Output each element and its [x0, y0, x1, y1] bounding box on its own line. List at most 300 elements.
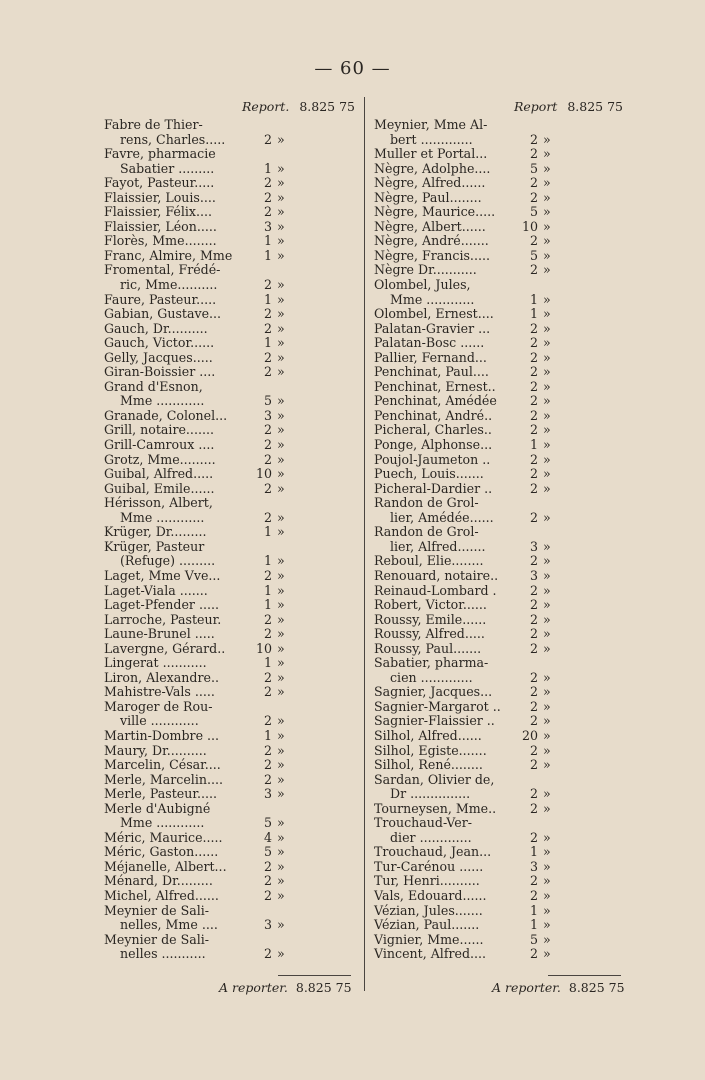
list-item — [374, 714, 624, 729]
list-item — [374, 613, 624, 628]
donation-amount: 2 — [263, 626, 272, 642]
list-item — [104, 554, 354, 569]
donor-name: Nègre Dr........... — [374, 262, 477, 278]
ditto-mark: » — [277, 946, 285, 962]
list-item — [374, 860, 624, 875]
ditto-mark: » — [543, 713, 551, 729]
donor-name: Grill-Camroux .... — [104, 437, 215, 453]
donor-name: Flaissier, Louis.... — [104, 189, 216, 205]
ditto-mark: » — [277, 204, 285, 220]
list-item — [104, 409, 354, 424]
list-item — [104, 147, 354, 162]
list-item — [104, 889, 354, 904]
list-item — [374, 671, 624, 686]
donor-name: Sabatier, pharma- — [374, 655, 489, 671]
donor-name: Grand d'Esnon, — [104, 378, 203, 394]
donor-name: Mme ............ — [120, 509, 205, 525]
donor-name: Picheral-Dardier .. — [374, 480, 493, 496]
donor-name: Tourneysen, Mme.. — [374, 800, 497, 816]
ditto-mark: » — [543, 698, 551, 714]
donor-name: Hérisson, Albert, — [104, 495, 213, 511]
donation-amount: 5 — [529, 160, 538, 176]
a-reporter-value: 8.825 75 — [295, 980, 352, 995]
donation-amount: 2 — [529, 757, 538, 773]
donor-name: Reboul, Elie........ — [374, 553, 484, 569]
list-item — [104, 773, 354, 788]
list-item — [374, 365, 624, 380]
ditto-mark: » — [277, 917, 285, 933]
donor-name: Liron, Alexandre.. — [104, 669, 219, 685]
donation-amount: 2 — [529, 873, 538, 889]
donation-amount: 2 — [529, 887, 538, 903]
donation-amount: 2 — [263, 684, 272, 700]
donor-name: Merle, Marcelin.... — [104, 771, 223, 787]
donor-name: Granade, Colonel... — [104, 407, 228, 423]
donor-name: Pallier, Fernand... — [374, 349, 487, 365]
donation-amount: 2 — [529, 669, 538, 685]
list-item — [374, 744, 624, 759]
ditto-mark: » — [277, 597, 285, 613]
donor-name: Mahistre-Vals ..... — [104, 684, 215, 700]
ditto-mark: » — [543, 306, 551, 322]
ditto-mark: » — [543, 597, 551, 613]
list-item — [104, 351, 354, 366]
list-item — [374, 394, 624, 409]
donor-name: Meynier de Sali- — [104, 902, 210, 918]
ditto-mark: » — [543, 204, 551, 220]
ditto-mark: » — [543, 247, 551, 263]
donor-name: Fayot, Pasteur..... — [104, 175, 215, 191]
donor-name: Penchinat, André.. — [374, 407, 493, 423]
donation-amount: 2 — [263, 175, 272, 191]
list-item — [374, 598, 624, 613]
donation-amount: 2 — [529, 742, 538, 758]
ditto-mark: » — [543, 160, 551, 176]
list-item — [374, 423, 624, 438]
ditto-mark: » — [543, 582, 551, 598]
donor-name: Penchinat, Amédée — [374, 393, 497, 409]
a-reporter-value: 8.825 75 — [568, 980, 625, 995]
donation-amount: 2 — [263, 873, 272, 889]
column-divider — [364, 97, 365, 991]
list-item — [374, 176, 624, 191]
list-item — [104, 860, 354, 875]
donor-name: Méric, Maurice..... — [104, 829, 223, 845]
ditto-mark: » — [543, 335, 551, 351]
list-item — [374, 918, 624, 933]
ditto-mark: » — [277, 829, 285, 845]
donation-amount: 2 — [529, 611, 538, 627]
donation-amount: 2 — [529, 553, 538, 569]
list-item — [374, 351, 624, 366]
ditto-mark: » — [543, 786, 551, 802]
page-number: — 60 — — [314, 58, 391, 79]
list-item — [104, 467, 354, 482]
list-item — [104, 802, 354, 817]
ditto-mark: » — [543, 917, 551, 933]
ditto-mark: » — [277, 466, 285, 482]
list-item — [374, 569, 624, 584]
list-item — [374, 191, 624, 206]
ditto-mark: » — [277, 218, 285, 234]
list-item — [104, 584, 354, 599]
donation-amount: 5 — [529, 204, 538, 220]
list-item — [104, 322, 354, 337]
donor-name: Vincent, Alfred.... — [374, 946, 487, 962]
ditto-mark: » — [277, 626, 285, 642]
list-item — [374, 933, 624, 948]
ditto-mark: » — [543, 684, 551, 700]
donation-amount: 1 — [263, 335, 272, 351]
list-item — [104, 234, 354, 249]
donation-amount: 1 — [529, 437, 538, 453]
list-item — [104, 918, 354, 933]
ditto-mark: » — [277, 349, 285, 365]
donation-amount: 2 — [529, 335, 538, 351]
donor-name: Guibal, Emile...... — [104, 480, 215, 496]
donor-name: Nègre, Francis..... — [374, 247, 490, 263]
list-item — [374, 278, 624, 293]
ditto-mark: » — [543, 626, 551, 642]
ditto-mark: » — [543, 640, 551, 656]
list-item — [374, 816, 624, 831]
list-item — [374, 554, 624, 569]
donation-amount: 10 — [255, 640, 272, 656]
donation-amount: 2 — [263, 669, 272, 685]
ditto-mark: » — [543, 422, 551, 438]
donation-amount: 2 — [263, 306, 272, 322]
ditto-mark: » — [543, 829, 551, 845]
donation-amount: 2 — [529, 582, 538, 598]
donor-name: Nègre, Maurice..... — [374, 204, 496, 220]
donor-name: Picheral, Charles.. — [374, 422, 492, 438]
donation-amount: 2 — [263, 509, 272, 525]
list-item — [104, 787, 354, 802]
ditto-mark: » — [543, 844, 551, 860]
donor-name: Randon de Grol- — [374, 495, 479, 511]
donor-name: Grill, notaire....... — [104, 422, 214, 438]
ditto-mark: » — [277, 189, 285, 205]
ditto-mark: » — [277, 393, 285, 409]
donation-amount: 2 — [529, 451, 538, 467]
donor-name: Florès, Mme........ — [104, 233, 217, 249]
ditto-mark: » — [277, 582, 285, 598]
donation-amount: 2 — [529, 393, 538, 409]
list-item — [374, 263, 624, 278]
donor-name: Reinaud-Lombard . — [374, 582, 497, 598]
list-item — [104, 336, 354, 351]
ditto-mark: » — [277, 407, 285, 423]
list-item — [104, 598, 354, 613]
ditto-mark: » — [543, 931, 551, 947]
donation-amount: 20 — [521, 727, 538, 743]
report-value: 8.825 75 — [567, 99, 624, 114]
ditto-mark: » — [277, 422, 285, 438]
ditto-mark: » — [277, 669, 285, 685]
donor-name: Roussy, Alfred..... — [374, 626, 485, 642]
list-item — [104, 874, 354, 889]
donor-name: Vézian, Paul....... — [374, 917, 480, 933]
donation-amount: 2 — [529, 713, 538, 729]
a-reporter-right — [492, 980, 625, 995]
list-item — [374, 874, 624, 889]
donation-amount: 2 — [263, 204, 272, 220]
donation-amount: 2 — [529, 466, 538, 482]
ditto-mark: » — [543, 538, 551, 554]
ditto-mark: » — [543, 364, 551, 380]
donation-amount: 2 — [529, 233, 538, 249]
donor-name: Martin-Dombre ... — [104, 727, 220, 743]
list-item — [374, 162, 624, 177]
donor-name: Méjanelle, Albert... — [104, 858, 227, 874]
ditto-mark: » — [543, 378, 551, 394]
donation-amount: 2 — [529, 829, 538, 845]
donor-name: Flaissier, Félix.... — [104, 204, 213, 220]
ditto-mark: » — [277, 553, 285, 569]
list-item — [104, 293, 354, 308]
ditto-mark: » — [277, 713, 285, 729]
donor-name: nelles, Mme .... — [120, 917, 218, 933]
list-item — [374, 336, 624, 351]
donation-amount: 3 — [529, 858, 538, 874]
donor-name: Guibal, Alfred..... — [104, 466, 214, 482]
donor-name: Ponge, Alphonse... — [374, 437, 493, 453]
list-item — [104, 627, 354, 642]
donation-amount: 2 — [529, 800, 538, 816]
donation-amount: 4 — [263, 829, 272, 845]
donor-name: Palatan-Gravier ... — [374, 320, 491, 336]
list-item — [374, 889, 624, 904]
list-item — [374, 802, 624, 817]
ditto-mark: » — [277, 640, 285, 656]
donation-amount: 2 — [529, 146, 538, 162]
donation-amount: 2 — [529, 422, 538, 438]
list-item — [374, 758, 624, 773]
list-item — [104, 685, 354, 700]
ditto-mark: » — [543, 291, 551, 307]
donation-amount: 2 — [263, 480, 272, 496]
donation-amount: 2 — [529, 364, 538, 380]
donation-amount: 1 — [529, 902, 538, 918]
donation-amount: 2 — [529, 189, 538, 205]
donation-amount: 1 — [529, 917, 538, 933]
list-item — [104, 191, 354, 206]
list-item — [104, 613, 354, 628]
ditto-mark: » — [543, 407, 551, 423]
donor-name: Gauch, Dr.......... — [104, 320, 208, 336]
list-item — [374, 525, 624, 540]
list-item — [104, 831, 354, 846]
donor-name: ric, Mme.......... — [120, 277, 218, 293]
donor-name: Silhol, Egiste....... — [374, 742, 487, 758]
donor-name: Nègre, André....... — [374, 233, 489, 249]
donor-name: Laune-Brunel ..... — [104, 626, 215, 642]
list-item — [104, 438, 354, 453]
ditto-mark: » — [543, 553, 551, 569]
list-item — [104, 511, 354, 526]
list-item — [374, 482, 624, 497]
ditto-mark: » — [543, 873, 551, 889]
donor-name: Krüger, Dr......... — [104, 524, 207, 540]
ditto-mark: » — [543, 509, 551, 525]
list-item — [374, 205, 624, 220]
ditto-mark: » — [543, 218, 551, 234]
donor-name: Robert, Victor...... — [374, 597, 487, 613]
list-item — [374, 584, 624, 599]
donation-amount: 3 — [529, 567, 538, 583]
ditto-mark: » — [277, 844, 285, 860]
ditto-mark: » — [277, 291, 285, 307]
list-item — [104, 263, 354, 278]
donor-name: Lingerat ........... — [104, 655, 207, 671]
sum-rule — [278, 975, 351, 976]
ditto-mark: » — [543, 887, 551, 903]
donation-amount: 2 — [263, 437, 272, 453]
donor-name: Tur-Carénou ...... — [374, 858, 484, 874]
donation-amount: 1 — [263, 524, 272, 540]
ditto-mark: » — [277, 873, 285, 889]
donor-name: Meynier, Mme Al- — [374, 117, 488, 132]
list-item — [104, 525, 354, 540]
ditto-mark: » — [543, 946, 551, 962]
list-item — [374, 700, 624, 715]
a-reporter-left — [219, 980, 352, 995]
donor-name: Méric, Gaston...... — [104, 844, 219, 860]
ditto-mark: » — [543, 320, 551, 336]
donation-amount: 10 — [521, 218, 538, 234]
donor-name: Gauch, Victor...... — [104, 335, 215, 351]
donor-name: Fromental, Frédé- — [104, 262, 221, 278]
donation-amount: 5 — [263, 393, 272, 409]
donor-name: Laget, Mme Vve... — [104, 567, 221, 583]
ditto-mark: » — [277, 131, 285, 147]
list-item — [374, 438, 624, 453]
list-item — [104, 205, 354, 220]
ditto-mark: » — [543, 189, 551, 205]
ditto-mark: » — [277, 757, 285, 773]
list-item — [374, 511, 624, 526]
list-item — [104, 816, 354, 831]
list-item — [374, 220, 624, 235]
donor-name: Grotz, Mme......... — [104, 451, 216, 467]
list-item — [104, 758, 354, 773]
ditto-mark: » — [277, 160, 285, 176]
ditto-mark: » — [543, 451, 551, 467]
list-item — [374, 787, 624, 802]
list-item — [374, 904, 624, 919]
report-value: 8.825 75 — [299, 99, 355, 114]
list-item — [374, 685, 624, 700]
donor-name: Gabian, Gustave... — [104, 306, 222, 322]
ditto-mark: » — [543, 349, 551, 365]
donation-amount: 2 — [263, 713, 272, 729]
donation-amount: 10 — [255, 466, 272, 482]
donor-name: Renouard, notaire.. — [374, 567, 499, 583]
donor-name: nelles ........... — [120, 946, 206, 962]
ditto-mark: » — [543, 800, 551, 816]
right-column — [374, 118, 624, 962]
donor-name: cien ............. — [390, 669, 473, 685]
ditto-mark: » — [277, 611, 285, 627]
list-item — [104, 423, 354, 438]
ditto-mark: » — [277, 277, 285, 293]
list-item — [374, 380, 624, 395]
donor-name: Nègre, Adolphe.... — [374, 160, 491, 176]
ditto-mark: » — [543, 393, 551, 409]
donor-name: Vignier, Mme...... — [374, 931, 484, 947]
list-item — [104, 118, 354, 133]
donation-amount: 2 — [529, 626, 538, 642]
donor-name: Palatan-Bosc ...... — [374, 335, 485, 351]
donation-amount: 2 — [263, 946, 272, 962]
list-item — [374, 307, 624, 322]
donation-amount: 2 — [263, 422, 272, 438]
sum-rule — [548, 975, 621, 976]
donor-name: Trouchaud, Jean... — [374, 844, 492, 860]
list-item — [374, 642, 624, 657]
donor-name: Faure, Pasteur..... — [104, 291, 217, 307]
donor-name: Meynier de Sali- — [104, 931, 210, 947]
donation-amount: 1 — [263, 727, 272, 743]
list-item — [104, 904, 354, 919]
ditto-mark: » — [277, 655, 285, 671]
list-item — [374, 947, 624, 962]
report-label: Report. — [242, 99, 290, 114]
donation-amount: 2 — [263, 858, 272, 874]
ditto-mark: » — [277, 306, 285, 322]
list-item — [374, 729, 624, 744]
list-item — [104, 933, 354, 948]
ditto-mark: » — [277, 567, 285, 583]
list-item — [104, 482, 354, 497]
donation-amount: 3 — [263, 917, 272, 933]
donor-name: Nègre, Albert...... — [374, 218, 486, 234]
ditto-mark: » — [277, 509, 285, 525]
donor-name: Mme ............ — [120, 815, 205, 831]
list-item — [104, 249, 354, 264]
donation-amount: 3 — [263, 218, 272, 234]
donation-amount: 2 — [529, 349, 538, 365]
ditto-mark: » — [277, 320, 285, 336]
donation-amount: 2 — [263, 277, 272, 293]
donation-amount: 2 — [529, 262, 538, 278]
donation-amount: 1 — [263, 597, 272, 613]
donor-name: Sabatier ......... — [120, 160, 215, 176]
donation-amount: 2 — [263, 349, 272, 365]
donation-amount: 2 — [263, 131, 272, 147]
donor-name: Vals, Edouard...... — [374, 887, 487, 903]
list-item — [104, 671, 354, 686]
ditto-mark: » — [543, 466, 551, 482]
donor-name: (Refuge) ......... — [120, 553, 216, 569]
donation-amount: 1 — [529, 306, 538, 322]
donor-name: Sagnier-Flaissier .. — [374, 713, 495, 729]
donation-amount: 2 — [529, 684, 538, 700]
ditto-mark: » — [277, 364, 285, 380]
donor-name: Larroche, Pasteur. — [104, 611, 222, 627]
ditto-mark: » — [543, 902, 551, 918]
list-item — [104, 220, 354, 235]
ditto-mark: » — [277, 233, 285, 249]
ditto-mark: » — [277, 771, 285, 787]
list-item — [104, 365, 354, 380]
donor-name: Mme ............ — [390, 291, 475, 307]
donor-name: Krüger, Pasteur — [104, 538, 205, 554]
list-item — [104, 453, 354, 468]
donor-name: Gelly, Jacques..... — [104, 349, 213, 365]
ditto-mark: » — [543, 480, 551, 496]
list-item — [104, 133, 354, 148]
